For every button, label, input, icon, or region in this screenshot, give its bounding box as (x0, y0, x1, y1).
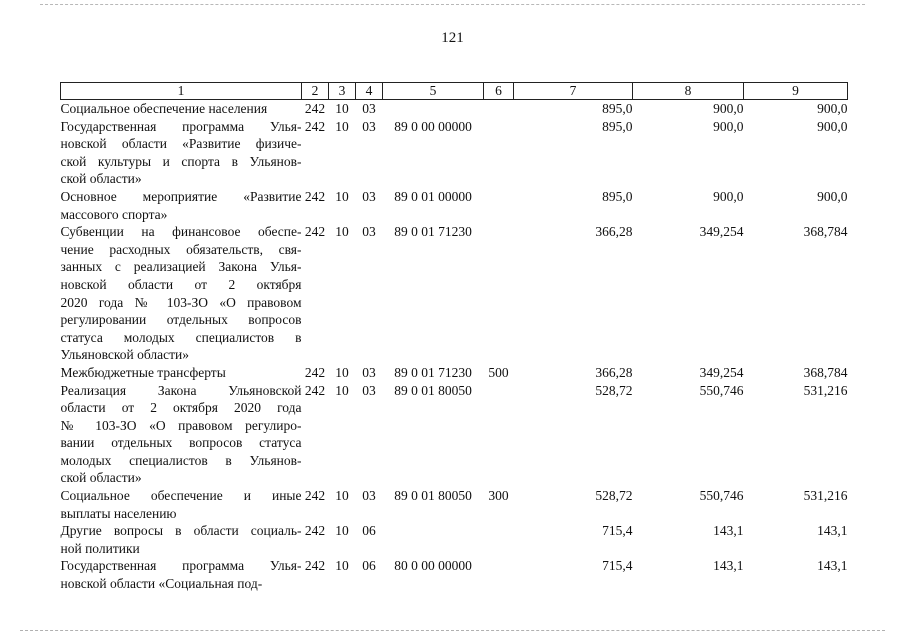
item-name-line: чение расходных обязательств, свя- (60, 241, 302, 257)
cell-amount-year1: 528,72 (595, 488, 633, 504)
header-cell: 3 (329, 83, 356, 100)
cell-amount-year3: 368,784 (803, 224, 848, 240)
cell-amount-year3: 531,216 (803, 488, 848, 504)
cell-subsection: 03 (362, 101, 376, 116)
item-name-line: ной политики (60, 540, 140, 556)
cell-item-name (61, 118, 302, 188)
cell-subsection: 06 (362, 558, 376, 574)
cell-expense-type: 300 (488, 488, 509, 504)
cell-target-article (383, 100, 484, 118)
table-row (61, 118, 848, 188)
cell-subsection: 06 (362, 523, 376, 539)
cell-amount-year3: 900,0 (817, 101, 848, 116)
item-name-line: области от 2 октября 2020 года (60, 400, 302, 416)
item-name-line: Основное мероприятие «Развитие (60, 188, 302, 204)
cell-amount-year1: 895,0 (602, 118, 633, 134)
cell-amount-year2: 143,1 (713, 558, 744, 574)
cell-item-name (61, 557, 302, 592)
cell-amount-year1: 366,28 (595, 224, 633, 240)
item-name-line: массового спорта» (60, 206, 168, 222)
cell-target-article: 89 0 01 80050 (394, 382, 472, 398)
cell-item-name (61, 382, 302, 488)
table-row (61, 557, 848, 592)
cell-subsection: 03 (362, 224, 376, 240)
cell-admin-code: 242 (304, 224, 326, 240)
item-name-line: Межбюджетные трансферты (60, 364, 226, 380)
item-name-line: регулировании отдельных вопросов (60, 312, 302, 328)
cell-admin-code: 242 (304, 101, 326, 116)
table-body (61, 100, 848, 593)
table-header-row (61, 83, 848, 100)
cell-amount-year1: 528,72 (595, 382, 633, 398)
cell-target-article: 89 0 01 80050 (394, 488, 472, 504)
cell-amount-year1: 715,4 (602, 523, 633, 539)
item-name-line: вании отдельных вопросов статуса (60, 435, 302, 451)
scan-edge-top (40, 4, 865, 5)
header-cell: 7 (514, 83, 633, 100)
item-name-line: № 103-ЗО «О правовом регулиро- (60, 417, 302, 433)
cell-subsection: 03 (362, 188, 376, 204)
cell-admin-code: 242 (304, 382, 326, 398)
item-name-line: Социальное обеспечение и иные (60, 488, 302, 504)
cell-amount-year3: 143,1 (817, 558, 848, 574)
cell-amount-year2: 550,746 (699, 382, 744, 398)
cell-target-article: 89 0 01 00000 (394, 188, 472, 204)
item-name-line: Реализация Закона Ульяновской (60, 382, 302, 398)
cell-amount-year2: 143,1 (713, 523, 744, 539)
cell-item-name (61, 487, 302, 522)
cell-subsection: 03 (362, 382, 376, 398)
header-cell: 8 (633, 83, 744, 100)
cell-target-article: 80 0 00 00000 (394, 558, 472, 574)
item-name-line: ской области» (60, 171, 142, 187)
cell-expense-type (484, 522, 514, 557)
cell-section: 10 (335, 558, 349, 574)
item-name-line: ской культуры и спорта в Ульянов- (60, 153, 302, 169)
cell-amount-year3: 368,784 (803, 364, 848, 380)
cell-expense-type (484, 100, 514, 118)
cell-admin-code: 242 (304, 188, 326, 204)
item-name-line: Государственная программа Улья- (60, 558, 302, 574)
header-cell: 4 (356, 83, 383, 100)
table-row (61, 223, 848, 364)
cell-expense-type: 500 (488, 364, 509, 380)
table-row (61, 188, 848, 223)
table-row (61, 382, 848, 488)
cell-admin-code: 242 (304, 488, 326, 504)
header-cell: 9 (744, 83, 848, 100)
cell-expense-type (484, 557, 514, 592)
cell-section: 10 (335, 523, 349, 539)
table-row (61, 364, 848, 382)
cell-expense-type (484, 118, 514, 188)
cell-amount-year3: 900,0 (817, 118, 848, 134)
cell-section: 10 (335, 364, 349, 380)
header-cell: 2 (302, 83, 329, 100)
cell-target-article (383, 522, 484, 557)
cell-amount-year3: 900,0 (817, 188, 848, 204)
cell-section: 10 (335, 224, 349, 240)
cell-amount-year3: 531,216 (803, 382, 848, 398)
table-row (61, 487, 848, 522)
cell-item-name (61, 100, 302, 118)
item-name-line: ской области» (60, 470, 142, 486)
cell-subsection: 03 (362, 118, 376, 134)
item-name-line: новской области от 2 октября (60, 276, 302, 292)
item-name-line: новской области «Развитие физиче- (60, 136, 302, 152)
item-name-line: Государственная программа Улья- (60, 118, 302, 134)
item-name-line: Субвенции на финансовое обеспе- (60, 224, 302, 240)
scan-edge-bottom (20, 630, 885, 631)
cell-admin-code: 242 (304, 364, 326, 380)
cell-expense-type (484, 223, 514, 364)
cell-section: 10 (335, 382, 349, 398)
cell-subsection: 03 (362, 488, 376, 504)
item-name-line: молодых специалистов в Ульянов- (60, 452, 302, 468)
cell-item-name (61, 364, 302, 382)
cell-item-name (61, 188, 302, 223)
item-name-line: выплаты населению (60, 505, 177, 521)
table-row (61, 522, 848, 557)
cell-amount-year2: 349,254 (699, 364, 744, 380)
item-name-line: 2020 года № 103-ЗО «О правовом (60, 294, 302, 310)
cell-amount-year1: 366,28 (595, 364, 633, 380)
page-number: 121 (441, 30, 464, 46)
cell-amount-year2: 900,0 (713, 188, 744, 204)
cell-target-article: 89 0 01 71230 (394, 364, 472, 380)
cell-amount-year2: 900,0 (713, 101, 744, 116)
cell-section: 10 (335, 488, 349, 504)
item-name-line: Ульяновской области» (60, 347, 190, 363)
cell-admin-code: 242 (304, 558, 326, 574)
cell-target-article: 89 0 00 00000 (394, 118, 472, 134)
cell-item-name (61, 522, 302, 557)
cell-admin-code: 242 (304, 523, 326, 539)
cell-amount-year1: 895,0 (602, 188, 633, 204)
cell-subsection: 03 (362, 364, 376, 380)
cell-section: 10 (335, 188, 349, 204)
item-name-line: Социальное обеспечение населения (60, 101, 268, 116)
cell-target-article: 89 0 01 71230 (394, 224, 472, 240)
item-name-line: занных с реализацией Закона Улья- (60, 259, 302, 275)
cell-amount-year1: 715,4 (602, 558, 633, 574)
cell-amount-year2: 349,254 (699, 224, 744, 240)
cell-expense-type (484, 188, 514, 223)
cell-admin-code: 242 (304, 118, 326, 134)
item-name-line: Другие вопросы в области социаль- (60, 523, 302, 539)
item-name-line: новской области «Социальная под- (60, 576, 263, 592)
header-cell: 1 (61, 83, 302, 100)
item-name-line: статуса молодых специалистов в (60, 329, 302, 345)
cell-amount-year3: 143,1 (817, 523, 848, 539)
cell-amount-year2: 900,0 (713, 118, 744, 134)
cell-amount-year1: 895,0 (602, 101, 633, 116)
cell-expense-type (484, 382, 514, 488)
cell-section: 10 (335, 118, 349, 134)
budget-table (60, 82, 848, 593)
cell-amount-year2: 550,746 (699, 488, 744, 504)
cell-item-name (61, 223, 302, 364)
cell-section: 10 (335, 101, 349, 116)
header-cell: 6 (484, 83, 514, 100)
header-cell: 5 (383, 83, 484, 100)
table-row (61, 100, 848, 118)
